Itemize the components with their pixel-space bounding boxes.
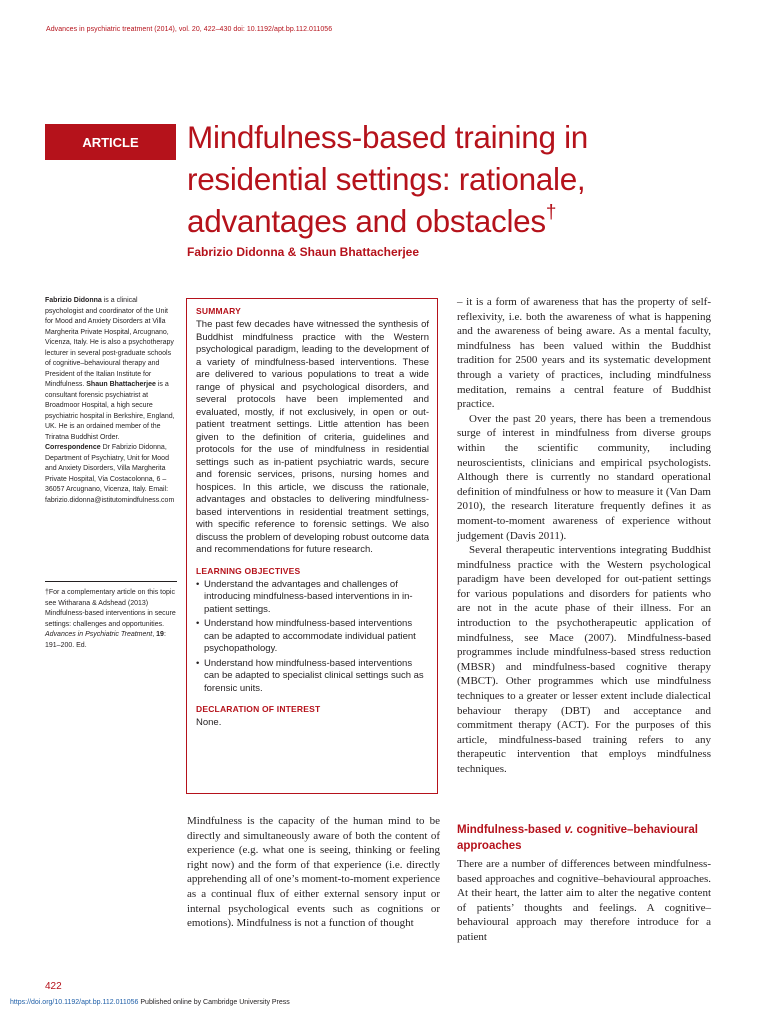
body-paragraph: Several therapeutic interventions integrating Buddhist mindfulness practice with the Western psychological paradigm have been developed for out-patient settings for various populations and disorders for patients who are not in the acute phase of their illness. For an introduction to the psychotherapeutic application of mindfulness, see Mace (2007). Mindfulness-based programmes include mindfulness-based stress reduction (MBSR) and mindfulness-based cognitive therapy (MBCT). Other programmes which use mindfulness techniques to a greater or lesser extent include dialectical behaviour therapy (DBT) and acceptance and commitment therapy (ACT). For the purposes of this article, mindfulness-based training refers to any therapeutic intervention that employs mindfulness techniques. — [457, 544, 711, 775]
bullet-icon: • — [196, 618, 200, 629]
page-number: 422 — [45, 981, 62, 992]
doi-link[interactable]: https://doi.org/10.1192/apt.bp.112.011056 — [10, 999, 139, 1006]
bio-author1-text: is a clinical psychologist and coordinator of the Unit for Mood and Anxiety Disorders at Villa Margherita Private Hospital, Arcugnano, Vicenza, Italy. He is also a psychotherapy lecturer in several post-graduate schools of cognitive–behavioural therapy and President of the Italian Institute for Mindfulness. — [45, 297, 174, 388]
list-item — [196, 658, 429, 696]
bio-author2-text: is a consultant forensic psychiatrist at Broadmoor Hospital, a high secure psychiatric hospital in Berkshire, England, UK. He is an ordained member of the Triratna Buddhist Order. — [45, 381, 175, 441]
body-paragraph: Mindfulness is the capacity of the human mind to be directly and simultaneously aware of both the content of experience (e.g. what one is seeing, thinking or feeling right now) and the form of that experience (i.e. directly apprehending all of one’s moment-to-moment experience as a continual flux of either external sensory input or internal psychological events such as cognitions or emotions). Mindfulness is not a function of thought — [187, 815, 440, 930]
declaration-heading: DECLARATION OF INTEREST — [196, 704, 321, 714]
subheading-part1: Mindfulness-based — [457, 824, 565, 836]
author-bio — [45, 296, 177, 506]
footnote-volume: 19 — [156, 631, 164, 638]
footnote-journal: Advances in Psychiatric Treatment — [45, 631, 153, 638]
article-type-badge: ARTICLE — [45, 124, 176, 160]
bio-author2-name: Shaun Bhattacherjee — [86, 381, 156, 388]
body-paragraph: – it is a form of awareness that has the property of self-reflexivity, i.e. both the awareness of what is happening and the awareness of being aware. As a mental faculty, mindfulness has been valued within the Buddhist tradition for 2500 years and its systematic development through a variety of practices, including mindfulness meditation, remains a central feature of Buddhist practice. — [457, 296, 711, 411]
summary-box — [186, 298, 438, 794]
footnote-divider — [45, 581, 177, 582]
body-column-right-continued — [457, 857, 711, 945]
declaration-text: None. — [196, 717, 222, 728]
subheading-italic: v. — [564, 824, 574, 836]
bullet-icon: • — [196, 657, 200, 669]
list-item — [196, 579, 429, 617]
objective-text: Understand the advantages and challenges of introducing mindfulness-based interventions in in-patient settings. — [204, 578, 413, 615]
body-paragraph: Over the past 20 years, there has been a tremendous surge of interest in mindfulness from diverse groups within the scientific community, including neuroscientists, clinicians and empirical psychologists. Although there is currently no standard operational definition of mindfulness or how to measure it (Van Dam 2010), the research literature frequently defines it as moment-to-moment awareness of experience without judgement (Davis 2011). — [457, 412, 711, 542]
footnote-text-before: †For a complementary article on this topic see Witharana & Adshead (2013) Mindfulness-based interventions in secure settings: challenges and opportunities. — [45, 589, 176, 628]
learning-objectives-list — [196, 579, 429, 696]
article-title-text: Mindfulness-based training in residential settings: rationale, advantages and obstacles — [187, 119, 589, 239]
published-online-text: Published online by Cambridge University Press — [138, 999, 290, 1006]
bio-correspondence-text: Dr Fabrizio Didonna, Department of Psychiatry, Unit for Mood and Anxiety Disorders, Villa Margherita Private Hospital, Via Costacolonna, 6 – 36057 Arcugnano, Vicenza, Italy. Email: fabrizio.didonna@istitutomindfulness.com — [45, 444, 175, 504]
footnote — [45, 588, 177, 651]
list-item — [196, 618, 429, 656]
footnote-text-mid: , — [152, 631, 157, 638]
article-title — [187, 116, 727, 242]
body-paragraph: There are a number of differences between mindfulness-based approaches and cognitive–behavioural approaches. At their heart, the latter aim to alter the negative content of patients’ thoughts and feelings. A cognitive–behavioural approach may therefore introduce for a patient — [457, 858, 711, 943]
objective-text: Understand how mindfulness-based interventions can be adapted to specialist clinical settings such as forensic units. — [204, 657, 424, 694]
footer-publication-line — [10, 999, 290, 1006]
section-subheading — [457, 822, 711, 854]
body-column-right — [457, 295, 711, 777]
summary-heading: SUMMARY — [196, 306, 241, 316]
bio-correspondence-label: Correspondence — [45, 444, 101, 451]
bullet-icon: • — [196, 578, 200, 590]
running-header-citation: Advances in psychiatric treatment (2014), vol. 20, 422–430 doi: 10.1192/apt.bp.112.011056 — [46, 26, 333, 33]
learning-objectives-heading: LEARNING OBJECTIVES — [196, 565, 301, 576]
subheading-part2: cognitive–behavioural approaches — [457, 824, 698, 852]
summary-text: The past few decades have witnessed the synthesis of Buddhist mindfulness practice with the Western psychological paradigm, leading to the development of a variety of mindfulness-based interventions. These are delivered to various populations to treat a wide range of physical and psychological disorders, and several protocols have been implemented and evaluated, mostly, if not exclusively, in open or out-patient treatment settings. Little attention has been given to the definition of criteria, guidelines and protocols for the use of mindfulness in residential settings such as in-patient psychiatric wards, secure and forensic services, prisons, nursing homes and hospices. In this article, we discuss the rationale, advantages and obstacles to delivering mindfulness-based interventions in residential treatment settings, with specific reference to forensic settings. We also discuss the problem of developing robust outcome data and recommendations for future research. — [196, 319, 429, 555]
title-dagger: † — [545, 202, 557, 223]
objective-text: Understand how mindfulness-based interventions can be adapted to accommodate individual patient psychopathology. — [204, 618, 416, 654]
footnote-text-after: : 191–200. Ed. — [45, 631, 166, 649]
author-line: Fabrizio Didonna & Shaun Bhattacherjee — [187, 245, 420, 259]
body-column-middle — [187, 814, 440, 931]
bio-author1-name: Fabrizio Didonna — [45, 297, 102, 304]
